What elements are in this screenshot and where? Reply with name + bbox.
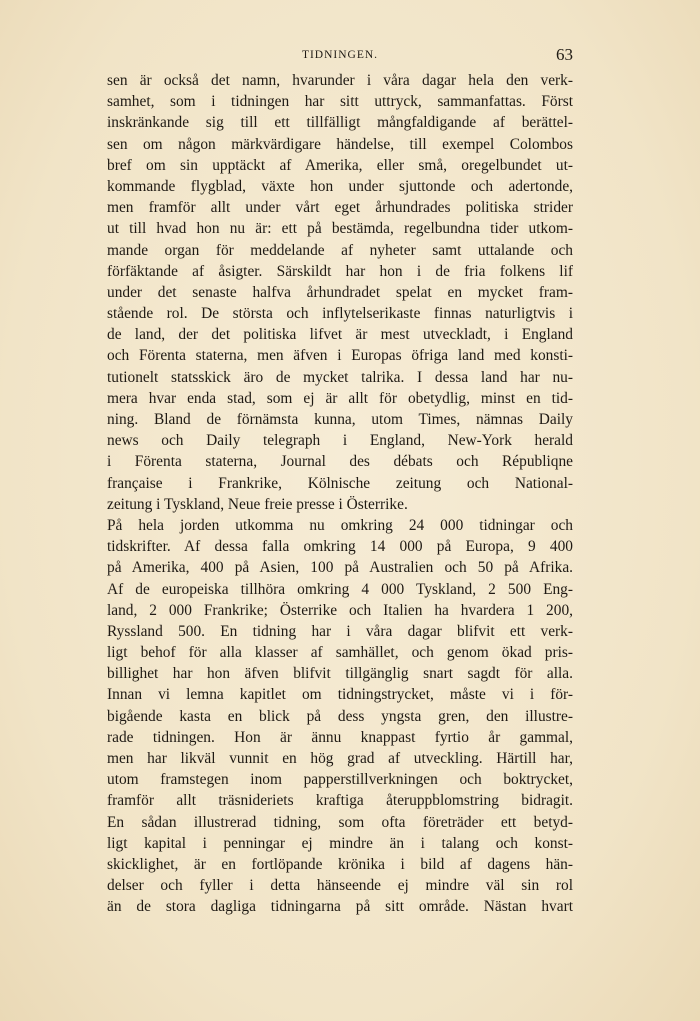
text-line: ligt behof för alla klasser af samhället, och genom ökad pris- <box>107 644 573 662</box>
text-line: på Amerika, 400 på Asien, 100 på Australien och 50 på Afrika. <box>107 559 573 577</box>
text-line: land, 2 000 Frankrike; Österrike och Italien ha hvardera 1 200, <box>107 601 573 619</box>
text-line: mande organ för meddelande af nyheter samt uttalande och <box>107 241 573 259</box>
text-line: rade tidningen. Hon är ännu knappast fyrtio år gammal, <box>107 728 573 746</box>
text-line: bref om sin upptäckt af Amerika, eller små, oregelbundet ut- <box>107 156 573 174</box>
text-line: ut till hvad hon nu är: ett på bestämda, regelbundna tider utkom- <box>107 220 573 238</box>
text-line: stående rol. De största och inflytelserikaste finnas naturligtvis i <box>107 305 573 323</box>
text-line: sen om någon märkvärdigare händelse, till exempel Colombos <box>107 135 573 153</box>
text-line: samhet, som i tidningen har sitt uttryck, sammanfattas. Först <box>107 93 573 111</box>
body-text <box>107 70 573 918</box>
text-line: zeitung i Tyskland, Neue freie presse i Österrike. <box>107 495 408 513</box>
page-header <box>107 44 573 66</box>
text-line: française i Frankrike, Kölnische zeitung och National- <box>107 474 573 492</box>
text-line: de land, der det politiska lifvet är mest utveckladt, i England <box>107 326 573 344</box>
page-number: 63 <box>556 45 573 64</box>
text-line: kommande flygblad, växte hon under sjuttonde och adertonde, <box>107 177 573 195</box>
text-line: tutionelt statsskick äro de mycket talrika. I dessa land har nu- <box>107 368 573 386</box>
text-line: billighet har hon äfven blifvit tillgänglig snart sagdt för alla. <box>107 665 573 683</box>
text-line: men framför allt under vårt eget århundrades politiska strider <box>107 199 573 217</box>
text-line: utom framstegen inom papperstillverkningen och boktrycket, <box>107 771 573 789</box>
text-line: Ryssland 500. En tidning har i våra dagar blifvit ett verk- <box>107 622 573 640</box>
text-line: bigående kasta en blick på dess yngsta gren, den illustre- <box>107 707 573 725</box>
text-line: skicklighet, är en fortlöpande krönika i bild af dagens hän- <box>107 855 573 873</box>
text-line: inskränkande sig till ett tillfälligt mångfaldigande af berättel- <box>107 114 573 132</box>
text-line: Af de europeiska tillhöra omkring 4 000 Tyskland, 2 500 Eng- <box>107 580 573 598</box>
text-line: Innan vi lemna kapitlet om tidningstrycket, måste vi i för- <box>107 686 573 704</box>
text-line: ligt kapital i penningar ej mindre än i talang och konst- <box>107 834 573 852</box>
text-line: På hela jorden utkomma nu omkring 24 000 tidningar och <box>107 516 573 534</box>
text-line: En sådan illustrerad tidning, som ofta företräder ett betyd- <box>107 813 573 831</box>
text-line: news och Daily telegraph i England, New-York herald <box>107 432 573 450</box>
text-line: ning. Bland de förnämsta kunna, utom Times, nämnas Daily <box>107 411 573 428</box>
text-line: delser och fyller i detta hänseende ej mindre väl sin rol <box>107 877 573 895</box>
text-line: sen är också det namn, hvarunder i våra dagar hela den verk- <box>107 72 573 89</box>
text-line: framför allt träsnideriets kraftiga återuppblomstring bidragit. <box>107 792 573 810</box>
text-line: tidskrifter. Af dessa falla omkring 14 000 på Europa, 9 400 <box>107 538 573 556</box>
text-line: än de stora dagliga tidningarna på sitt område. Nästan hvart <box>107 898 573 916</box>
text-line: mera hvar enda stad, som ej är allt för obetydlig, minst en tid- <box>107 389 573 407</box>
text-line: förfäktande af åsigter. Särskildt har hon i de fria folkens lif <box>107 262 573 280</box>
text-line: i Förenta staterna, Journal des débats och Républiqne <box>107 453 573 471</box>
text-line: och Förenta staterna, men äfven i Europas öfriga land med konsti- <box>107 347 573 365</box>
text-line: under det senaste halfva århundradet spelat en mycket fram- <box>107 283 573 301</box>
running-title: TIDNINGEN. <box>301 49 379 61</box>
text-line: men har likväl vunnit en hög grad af utveckling. Härtill har, <box>107 750 573 767</box>
